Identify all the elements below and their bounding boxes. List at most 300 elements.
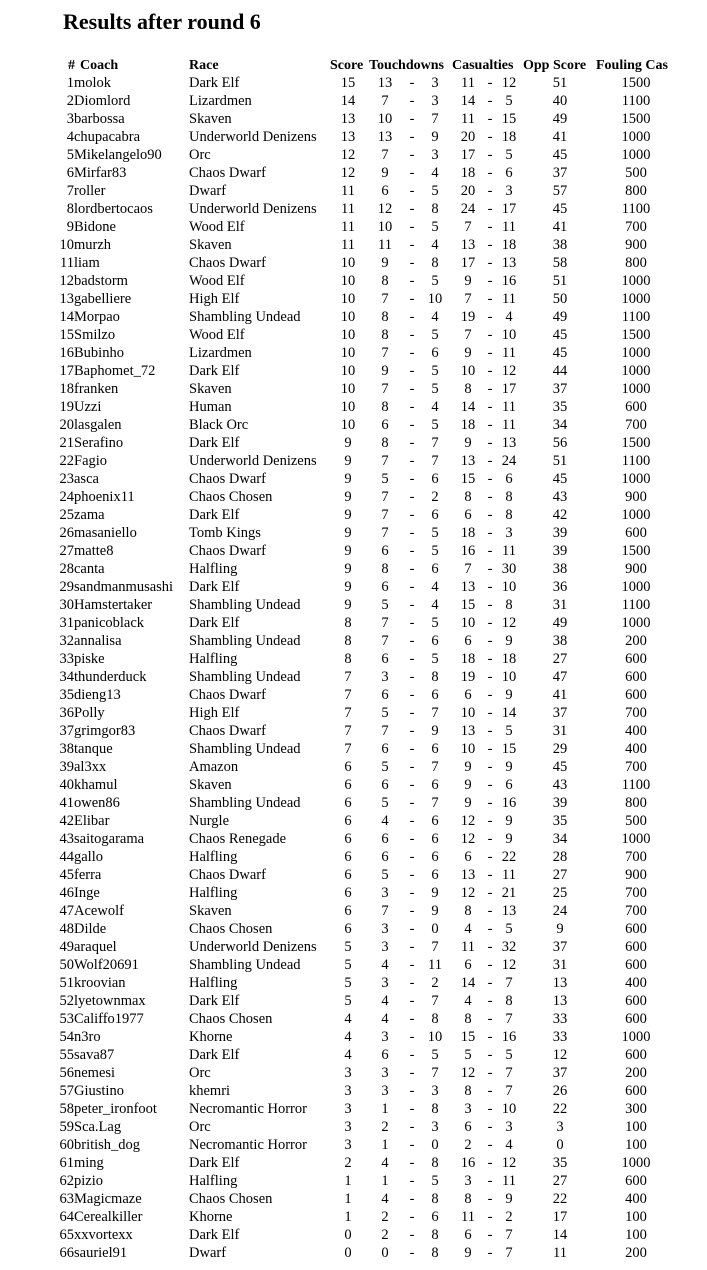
touchdowns-for-cell: 7 xyxy=(381,615,389,631)
casualties-for-cell: 6 xyxy=(464,687,472,703)
race-cell: Dark Elf xyxy=(189,363,240,379)
touchdowns-for-cell: 5 xyxy=(381,471,389,487)
rank-cell: 17 xyxy=(59,363,74,379)
coach-cell: molok xyxy=(74,75,112,91)
score-cell: 1 xyxy=(344,1191,352,1207)
table-row xyxy=(0,1208,707,1226)
rank-cell: 2 xyxy=(66,93,74,109)
opp-score-cell: 44 xyxy=(552,363,568,379)
casualties-against-cell: 11 xyxy=(502,1173,516,1189)
table-row xyxy=(0,542,707,560)
rank-cell: 5 xyxy=(66,147,74,163)
touchdowns-against-cell: 6 xyxy=(431,867,439,883)
fouling-cas-cell: 600 xyxy=(625,1083,647,1099)
coach-cell: Dilde xyxy=(74,921,107,937)
race-cell: Dark Elf xyxy=(189,435,240,451)
casualties-against-cell: 5 xyxy=(505,93,513,109)
casualties-for-cell: 7 xyxy=(464,219,472,235)
fouling-cas-cell: 1100 xyxy=(621,309,651,325)
range-separator: - xyxy=(409,291,415,307)
fouling-cas-cell: 800 xyxy=(625,255,647,271)
casualties-for-cell: 9 xyxy=(464,1245,472,1261)
opp-score-cell: 0 xyxy=(556,1137,564,1153)
table-row xyxy=(0,74,707,92)
range-separator: - xyxy=(409,975,415,991)
score-cell: 2 xyxy=(344,1155,352,1171)
rank-cell: 51 xyxy=(59,975,74,991)
table-row xyxy=(0,794,707,812)
rank-cell: 15 xyxy=(59,327,74,343)
coach-cell: Morpao xyxy=(74,309,120,325)
race-cell: Chaos Dwarf xyxy=(189,867,266,883)
table-row xyxy=(0,290,707,308)
opp-score-cell: 49 xyxy=(552,615,568,631)
range-separator: - xyxy=(409,903,415,919)
race-cell: Halfling xyxy=(189,975,238,991)
touchdowns-against-cell: 6 xyxy=(431,813,439,829)
fouling-cas-cell: 600 xyxy=(625,1047,647,1063)
score-cell: 6 xyxy=(344,759,352,775)
race-cell: Shambling Undead xyxy=(189,309,301,325)
range-separator: - xyxy=(409,723,415,739)
casualties-against-cell: 13 xyxy=(501,435,517,451)
rank-cell: 8 xyxy=(66,201,74,217)
race-cell: Dark Elf xyxy=(189,1155,240,1171)
table-row xyxy=(0,740,707,758)
fouling-cas-cell: 200 xyxy=(625,633,647,649)
range-separator: - xyxy=(487,705,493,721)
casualties-for-cell: 16 xyxy=(460,543,476,559)
range-separator: - xyxy=(487,903,493,919)
range-separator: - xyxy=(409,1011,415,1027)
score-cell: 8 xyxy=(344,633,352,649)
rank-cell: 49 xyxy=(59,939,74,955)
range-separator: - xyxy=(487,939,493,955)
touchdowns-for-cell: 7 xyxy=(381,633,389,649)
rank-cell: 54 xyxy=(59,1029,74,1045)
casualties-against-cell: 24 xyxy=(501,453,517,469)
table-row xyxy=(0,884,707,902)
header-coach: Coach xyxy=(80,58,119,73)
range-separator: - xyxy=(409,1209,415,1225)
range-separator: - xyxy=(487,1083,493,1099)
touchdowns-against-cell: 5 xyxy=(431,183,439,199)
touchdowns-against-cell: 7 xyxy=(431,759,439,775)
touchdowns-for-cell: 7 xyxy=(381,903,389,919)
opp-score-cell: 17 xyxy=(552,1209,568,1225)
race-cell: Chaos Dwarf xyxy=(189,165,266,181)
range-separator: - xyxy=(409,1191,415,1207)
touchdowns-for-cell: 9 xyxy=(381,255,389,271)
coach-cell: chupacabra xyxy=(74,129,141,145)
table-row xyxy=(0,380,707,398)
casualties-against-cell: 18 xyxy=(501,651,517,667)
table-row xyxy=(0,776,707,794)
score-cell: 5 xyxy=(344,939,352,955)
opp-score-cell: 13 xyxy=(552,993,568,1009)
touchdowns-against-cell: 6 xyxy=(431,777,439,793)
touchdowns-for-cell: 3 xyxy=(381,921,389,937)
casualties-for-cell: 11 xyxy=(461,75,475,91)
coach-cell: badstorm xyxy=(74,273,128,289)
range-separator: - xyxy=(487,1155,493,1171)
opp-score-cell: 34 xyxy=(552,417,568,433)
table-row xyxy=(0,1010,707,1028)
fouling-cas-cell: 500 xyxy=(625,813,647,829)
rank-cell: 33 xyxy=(59,651,74,667)
casualties-for-cell: 15 xyxy=(460,597,476,613)
casualties-against-cell: 4 xyxy=(505,1137,513,1153)
touchdowns-for-cell: 5 xyxy=(381,597,389,613)
coach-cell: Polly xyxy=(74,705,105,721)
opp-score-cell: 49 xyxy=(552,111,568,127)
race-cell: Chaos Dwarf xyxy=(189,471,266,487)
opp-score-cell: 14 xyxy=(552,1227,568,1243)
score-cell: 10 xyxy=(340,399,356,415)
casualties-against-cell: 10 xyxy=(501,327,517,343)
touchdowns-against-cell: 0 xyxy=(431,1137,439,1153)
casualties-against-cell: 11 xyxy=(502,291,516,307)
range-separator: - xyxy=(409,759,415,775)
casualties-for-cell: 6 xyxy=(464,1227,472,1243)
opp-score-cell: 38 xyxy=(552,633,568,649)
table-row xyxy=(0,452,707,470)
casualties-for-cell: 8 xyxy=(464,1191,472,1207)
touchdowns-against-cell: 4 xyxy=(431,399,439,415)
rank-cell: 27 xyxy=(59,543,74,559)
fouling-cas-cell: 700 xyxy=(625,219,647,235)
rank-cell: 16 xyxy=(59,345,74,361)
casualties-for-cell: 8 xyxy=(464,381,472,397)
casualties-against-cell: 6 xyxy=(505,777,513,793)
range-separator: - xyxy=(409,381,415,397)
score-cell: 6 xyxy=(344,921,352,937)
casualties-for-cell: 12 xyxy=(460,813,476,829)
results-table xyxy=(0,74,707,1262)
range-separator: - xyxy=(487,453,493,469)
range-separator: - xyxy=(487,525,493,541)
fouling-cas-cell: 200 xyxy=(625,1245,647,1261)
range-separator: - xyxy=(487,129,493,145)
range-separator: - xyxy=(487,921,493,937)
table-row xyxy=(0,812,707,830)
touchdowns-against-cell: 9 xyxy=(431,903,439,919)
rank-cell: 11 xyxy=(60,255,74,271)
casualties-for-cell: 19 xyxy=(460,669,476,685)
score-cell: 10 xyxy=(340,381,356,397)
coach-cell: ferra xyxy=(74,867,102,883)
touchdowns-against-cell: 5 xyxy=(431,219,439,235)
score-cell: 6 xyxy=(344,795,352,811)
touchdowns-for-cell: 7 xyxy=(381,291,389,307)
touchdowns-against-cell: 7 xyxy=(431,939,439,955)
casualties-for-cell: 10 xyxy=(460,741,476,757)
race-cell: Tomb Kings xyxy=(189,525,261,541)
casualties-for-cell: 15 xyxy=(460,471,476,487)
table-row xyxy=(0,722,707,740)
score-cell: 9 xyxy=(344,453,352,469)
casualties-against-cell: 9 xyxy=(505,813,513,829)
race-cell: Necromantic Horror xyxy=(189,1137,307,1153)
range-separator: - xyxy=(409,345,415,361)
casualties-against-cell: 5 xyxy=(505,723,513,739)
race-cell: Orc xyxy=(189,147,211,163)
race-cell: Dark Elf xyxy=(189,579,240,595)
coach-cell: thunderduck xyxy=(74,669,147,685)
casualties-against-cell: 10 xyxy=(501,669,517,685)
fouling-cas-cell: 600 xyxy=(625,651,647,667)
coach-cell: Serafino xyxy=(74,435,124,451)
casualties-for-cell: 20 xyxy=(460,183,476,199)
race-cell: Orc xyxy=(189,1119,211,1135)
opp-score-cell: 51 xyxy=(552,75,568,91)
coach-cell: sandmanmusashi xyxy=(74,579,174,595)
range-separator: - xyxy=(409,885,415,901)
range-separator: - xyxy=(487,1029,493,1045)
header-race: Race xyxy=(189,58,219,73)
rank-cell: 26 xyxy=(59,525,74,541)
range-separator: - xyxy=(487,381,493,397)
casualties-for-cell: 13 xyxy=(460,867,476,883)
range-separator: - xyxy=(487,507,493,523)
opp-score-cell: 24 xyxy=(552,903,568,919)
touchdowns-against-cell: 5 xyxy=(431,1047,439,1063)
race-cell: Dark Elf xyxy=(189,75,240,91)
race-cell: Khorne xyxy=(189,1209,233,1225)
range-separator: - xyxy=(409,525,415,541)
score-cell: 3 xyxy=(344,1083,352,1099)
coach-cell: masaniello xyxy=(74,525,137,541)
range-separator: - xyxy=(409,597,415,613)
coach-cell: Mirfar83 xyxy=(74,165,127,181)
casualties-for-cell: 2 xyxy=(464,1137,472,1153)
table-row xyxy=(0,902,707,920)
opp-score-cell: 31 xyxy=(552,723,568,739)
table-row xyxy=(0,470,707,488)
race-cell: Chaos Dwarf xyxy=(189,687,266,703)
fouling-cas-cell: 1000 xyxy=(621,381,651,397)
casualties-for-cell: 10 xyxy=(460,615,476,631)
casualties-for-cell: 14 xyxy=(460,399,476,415)
race-cell: Halfling xyxy=(189,651,238,667)
touchdowns-for-cell: 3 xyxy=(381,1065,389,1081)
casualties-against-cell: 18 xyxy=(501,129,517,145)
fouling-cas-cell: 300 xyxy=(625,1101,647,1117)
fouling-cas-cell: 1100 xyxy=(621,201,651,217)
coach-cell: british_dog xyxy=(74,1137,141,1153)
casualties-for-cell: 6 xyxy=(464,849,472,865)
fouling-cas-cell: 1000 xyxy=(621,579,651,595)
rank-cell: 29 xyxy=(59,579,74,595)
touchdowns-against-cell: 7 xyxy=(431,705,439,721)
coach-cell: annalisa xyxy=(74,633,122,649)
fouling-cas-cell: 1100 xyxy=(621,93,651,109)
casualties-against-cell: 7 xyxy=(505,1065,513,1081)
casualties-against-cell: 5 xyxy=(505,147,513,163)
range-separator: - xyxy=(409,849,415,865)
touchdowns-for-cell: 0 xyxy=(381,1245,389,1261)
range-separator: - xyxy=(487,975,493,991)
touchdowns-against-cell: 0 xyxy=(431,921,439,937)
table-row xyxy=(0,1136,707,1154)
score-cell: 9 xyxy=(344,579,352,595)
race-cell: Shambling Undead xyxy=(189,669,301,685)
range-separator: - xyxy=(409,507,415,523)
fouling-cas-cell: 1000 xyxy=(621,831,651,847)
rank-cell: 35 xyxy=(59,687,74,703)
opp-score-cell: 45 xyxy=(552,201,568,217)
range-separator: - xyxy=(487,849,493,865)
touchdowns-against-cell: 8 xyxy=(431,1101,439,1117)
touchdowns-against-cell: 4 xyxy=(431,237,439,253)
range-separator: - xyxy=(487,147,493,163)
opp-score-cell: 45 xyxy=(552,327,568,343)
casualties-against-cell: 6 xyxy=(505,165,513,181)
table-row xyxy=(0,362,707,380)
fouling-cas-cell: 600 xyxy=(625,1011,647,1027)
table-row xyxy=(0,1226,707,1244)
range-separator: - xyxy=(487,489,493,505)
score-cell: 10 xyxy=(340,327,356,343)
range-separator: - xyxy=(409,219,415,235)
rank-cell: 44 xyxy=(59,849,74,865)
range-separator: - xyxy=(487,219,493,235)
score-cell: 10 xyxy=(340,363,356,379)
range-separator: - xyxy=(487,615,493,631)
rank-cell: 42 xyxy=(59,813,74,829)
touchdowns-against-cell: 8 xyxy=(431,255,439,271)
range-separator: - xyxy=(487,1065,493,1081)
coach-cell: franken xyxy=(74,381,119,397)
coach-cell: ming xyxy=(74,1155,104,1171)
table-row xyxy=(0,506,707,524)
race-cell: Chaos Chosen xyxy=(189,1011,273,1027)
rank-cell: 20 xyxy=(59,417,74,433)
range-separator: - xyxy=(487,345,493,361)
range-separator: - xyxy=(409,705,415,721)
score-cell: 9 xyxy=(344,435,352,451)
touchdowns-against-cell: 4 xyxy=(431,309,439,325)
rank-cell: 53 xyxy=(59,1011,74,1027)
casualties-for-cell: 13 xyxy=(460,723,476,739)
score-cell: 3 xyxy=(344,1137,352,1153)
race-cell: Chaos Chosen xyxy=(189,921,273,937)
coach-cell: Acewolf xyxy=(74,903,124,919)
opp-score-cell: 49 xyxy=(552,309,568,325)
coach-cell: Sca.Lag xyxy=(74,1119,122,1135)
rank-cell: 9 xyxy=(66,219,74,235)
fouling-cas-cell: 1000 xyxy=(621,273,651,289)
touchdowns-against-cell: 4 xyxy=(431,597,439,613)
score-cell: 7 xyxy=(344,687,352,703)
range-separator: - xyxy=(409,453,415,469)
range-separator: - xyxy=(487,1173,493,1189)
opp-score-cell: 37 xyxy=(552,165,568,181)
race-cell: High Elf xyxy=(189,291,240,307)
race-cell: Chaos Renegade xyxy=(189,831,287,847)
casualties-against-cell: 3 xyxy=(505,1119,513,1135)
table-row xyxy=(0,920,707,938)
touchdowns-against-cell: 5 xyxy=(431,615,439,631)
rank-cell: 7 xyxy=(66,183,74,199)
score-cell: 1 xyxy=(344,1173,352,1189)
table-row xyxy=(0,560,707,578)
range-separator: - xyxy=(487,291,493,307)
touchdowns-for-cell: 3 xyxy=(381,939,389,955)
race-cell: Wood Elf xyxy=(189,273,245,289)
range-separator: - xyxy=(487,435,493,451)
fouling-cas-cell: 400 xyxy=(625,975,647,991)
fouling-cas-cell: 600 xyxy=(625,669,647,685)
casualties-against-cell: 9 xyxy=(505,759,513,775)
casualties-for-cell: 6 xyxy=(464,1119,472,1135)
casualties-against-cell: 16 xyxy=(501,1029,517,1045)
opp-score-cell: 45 xyxy=(552,471,568,487)
casualties-for-cell: 16 xyxy=(460,1155,476,1171)
casualties-for-cell: 18 xyxy=(460,417,476,433)
opp-score-cell: 38 xyxy=(552,561,568,577)
table-row xyxy=(0,182,707,200)
fouling-cas-cell: 1100 xyxy=(621,597,651,613)
range-separator: - xyxy=(409,633,415,649)
casualties-for-cell: 17 xyxy=(460,255,476,271)
touchdowns-for-cell: 6 xyxy=(381,687,389,703)
touchdowns-for-cell: 5 xyxy=(381,705,389,721)
casualties-for-cell: 9 xyxy=(464,345,472,361)
table-row xyxy=(0,272,707,290)
coach-cell: Califfo1977 xyxy=(74,1011,144,1027)
opp-score-cell: 34 xyxy=(552,831,568,847)
rank-cell: 32 xyxy=(59,633,74,649)
opp-score-cell: 33 xyxy=(552,1029,568,1045)
range-separator: - xyxy=(409,255,415,271)
race-cell: Dark Elf xyxy=(189,1047,240,1063)
touchdowns-against-cell: 3 xyxy=(431,1119,439,1135)
table-row xyxy=(0,1100,707,1118)
casualties-for-cell: 8 xyxy=(464,903,472,919)
race-cell: Dark Elf xyxy=(189,1227,240,1243)
casualties-against-cell: 11 xyxy=(502,219,516,235)
touchdowns-for-cell: 8 xyxy=(381,309,389,325)
range-separator: - xyxy=(487,1227,493,1243)
opp-score-cell: 45 xyxy=(552,147,568,163)
range-separator: - xyxy=(487,1101,493,1117)
range-separator: - xyxy=(487,201,493,217)
range-separator: - xyxy=(487,111,493,127)
coach-cell: araquel xyxy=(74,939,117,955)
touchdowns-for-cell: 6 xyxy=(381,543,389,559)
casualties-against-cell: 8 xyxy=(505,993,513,1009)
opp-score-cell: 28 xyxy=(552,849,568,865)
casualties-for-cell: 17 xyxy=(460,147,476,163)
touchdowns-for-cell: 3 xyxy=(381,885,389,901)
score-cell: 10 xyxy=(340,417,356,433)
opp-score-cell: 39 xyxy=(552,795,568,811)
table-row xyxy=(0,956,707,974)
score-cell: 15 xyxy=(340,75,356,91)
casualties-against-cell: 12 xyxy=(501,363,517,379)
range-separator: - xyxy=(487,1137,493,1153)
table-row xyxy=(0,1190,707,1208)
rank-cell: 66 xyxy=(59,1245,74,1261)
rank-cell: 38 xyxy=(59,741,74,757)
casualties-for-cell: 6 xyxy=(464,957,472,973)
touchdowns-against-cell: 8 xyxy=(431,1011,439,1027)
race-cell: Shambling Undead xyxy=(189,633,301,649)
range-separator: - xyxy=(409,957,415,973)
range-separator: - xyxy=(487,1119,493,1135)
rank-cell: 43 xyxy=(59,831,74,847)
